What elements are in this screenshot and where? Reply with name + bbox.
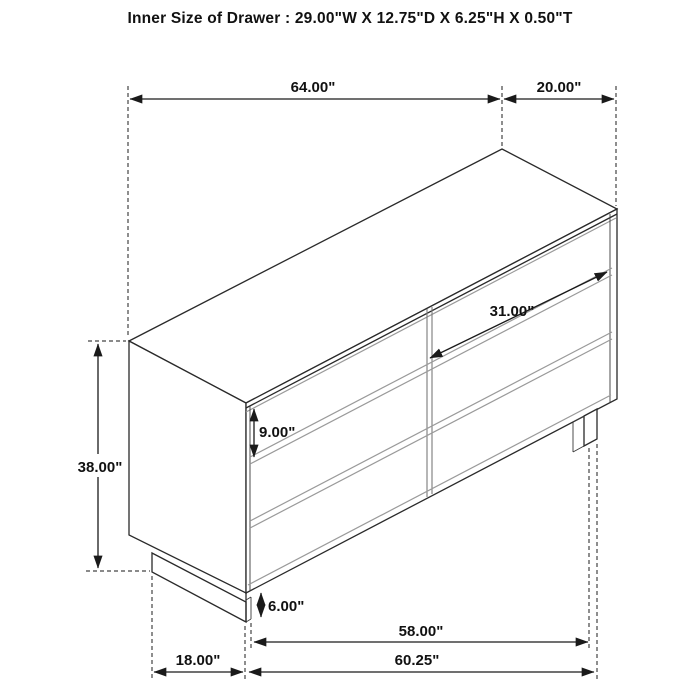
dim-label-drawer-opening-width: 31.00" xyxy=(489,303,535,320)
dim-label-top-width: 64.00" xyxy=(290,79,336,96)
plinth-post-bottom xyxy=(246,619,251,622)
dim-label-base-height: 6.00" xyxy=(268,598,305,615)
diagram-title: Inner Size of Drawer : 29.00"W X 12.75"D X 6.25"H X 0.50"T xyxy=(127,10,573,27)
dresser-body xyxy=(129,149,617,622)
dim-label-base-depth: 18.00" xyxy=(175,652,221,669)
dim-label-base-length: 60.25" xyxy=(394,652,440,669)
dim-label-drawer-front-height: 9.00" xyxy=(259,424,296,441)
plinth-post-top xyxy=(246,597,251,600)
right-leg-side-bottom xyxy=(573,446,584,452)
dim-label-top-depth: 20.00" xyxy=(536,79,582,96)
right-leg xyxy=(584,409,597,446)
dim-label-leg-spacing: 58.00" xyxy=(398,623,444,640)
dim-label-overall-height: 38.00" xyxy=(77,459,123,476)
